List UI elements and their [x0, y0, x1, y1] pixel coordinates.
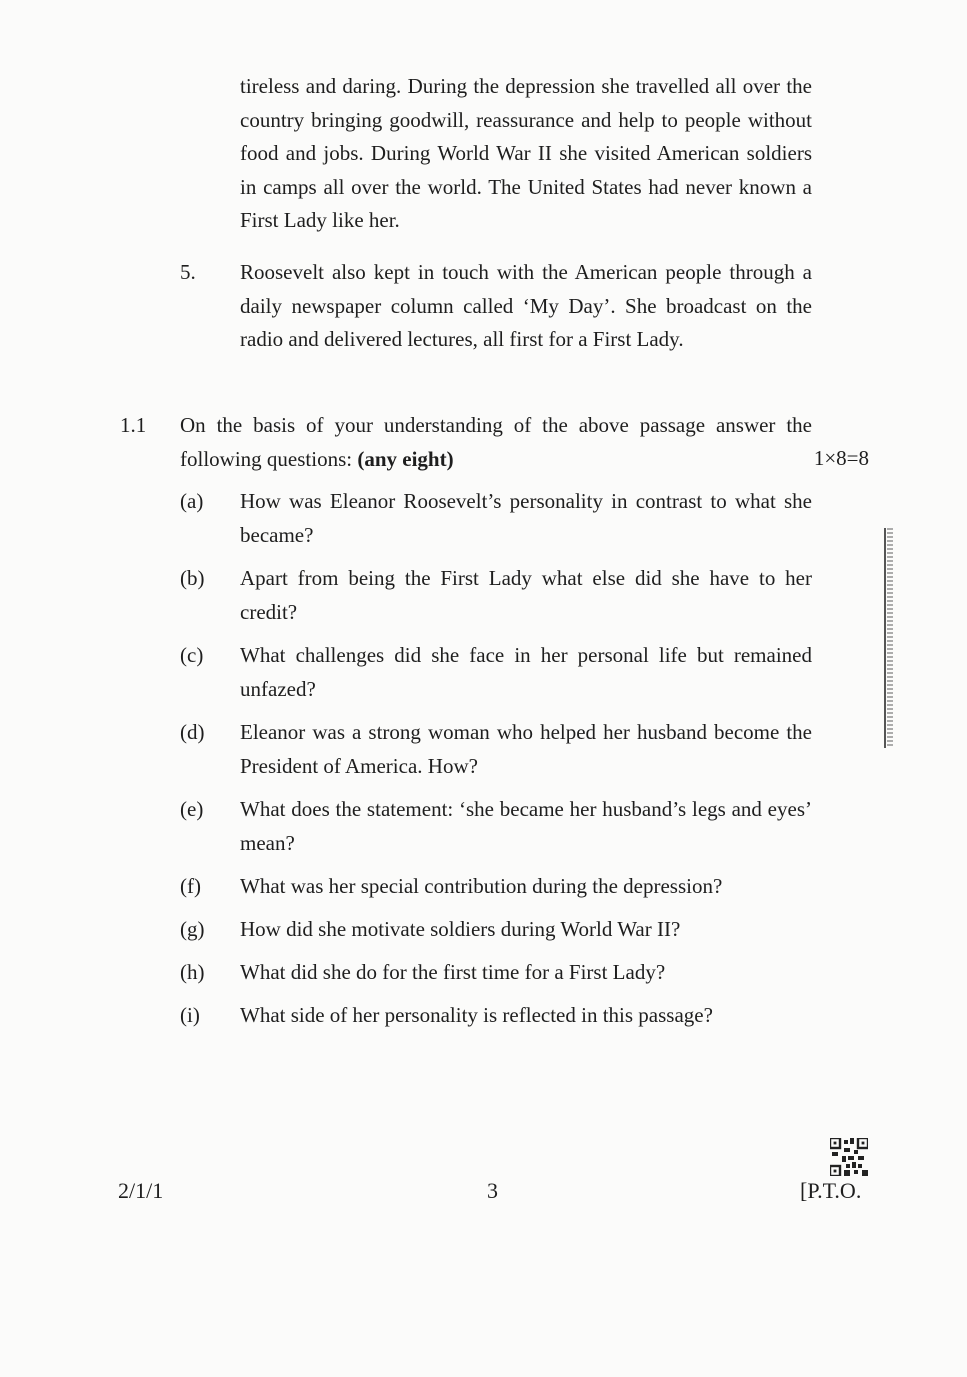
subquestion-label: (h) — [180, 960, 205, 984]
paper-code: 2/1/1 — [118, 1178, 164, 1203]
subquestion-text: Apart from being the First Lady what else did she have to her credit? — [240, 566, 812, 624]
question-text: On the basis of your understanding of the above passage answer the following questions: — [180, 413, 812, 471]
paragraph-number: 5. — [180, 260, 196, 284]
subquestion-text: What was her special contribution during the depression? — [240, 874, 723, 898]
question-number: 1.1 — [120, 413, 147, 437]
subquestion-text: What does the statement: ‘she became her husband’s legs and eyes’ mean? — [240, 797, 812, 855]
subquestion-label: (f) — [180, 874, 201, 898]
barcode-strip — [884, 528, 886, 748]
page-number: 3 — [487, 1178, 498, 1203]
barcode-text — [887, 528, 893, 748]
please-turn-over: [P.T.O. — [800, 1178, 862, 1203]
subquestion-label: (a) — [180, 489, 204, 513]
passage-paragraph-5: Roosevelt also kept in touch with the American people through a daily newspaper column called ‘My Day’. She broadcast on the radio and delivered lectures, all first for a First Lady. — [240, 260, 812, 351]
subquestion-text: What side of her personality is reflected in this passage? — [240, 1003, 713, 1027]
passage-paragraph-4-continued: tireless and daring. During the depression she travelled all over the country bringing goodwill, reassurance and help to people without food and jobs. During World War II she visited American soldiers in camps all over the world. The United States had never known a First Lady like her. — [240, 74, 812, 232]
subquestion-text: What did she do for the first time for a First Lady? — [240, 960, 666, 984]
subquestion-label: (d) — [180, 720, 205, 744]
question-emphasis: (any eight) — [357, 446, 454, 471]
subquestion-label: (i) — [180, 1003, 200, 1027]
qr-code-icon — [830, 1138, 868, 1176]
subquestion-text: How did she motivate soldiers during World War II? — [240, 917, 681, 941]
question-stem — [180, 409, 812, 476]
subquestion-label: (e) — [180, 797, 204, 821]
subquestion-label: (g) — [180, 917, 205, 941]
subquestion-label: (b) — [180, 566, 205, 590]
subquestion-text: How was Eleanor Roosevelt’s personality in contrast to what she became? — [240, 489, 812, 547]
subquestion-text: Eleanor was a strong woman who helped her husband become the President of America. How? — [240, 720, 812, 778]
subquestion-label: (c) — [180, 643, 204, 667]
subquestion-text: What challenges did she face in her personal life but remained unfazed? — [240, 643, 812, 701]
question-marks: 1×8=8 — [813, 446, 869, 470]
